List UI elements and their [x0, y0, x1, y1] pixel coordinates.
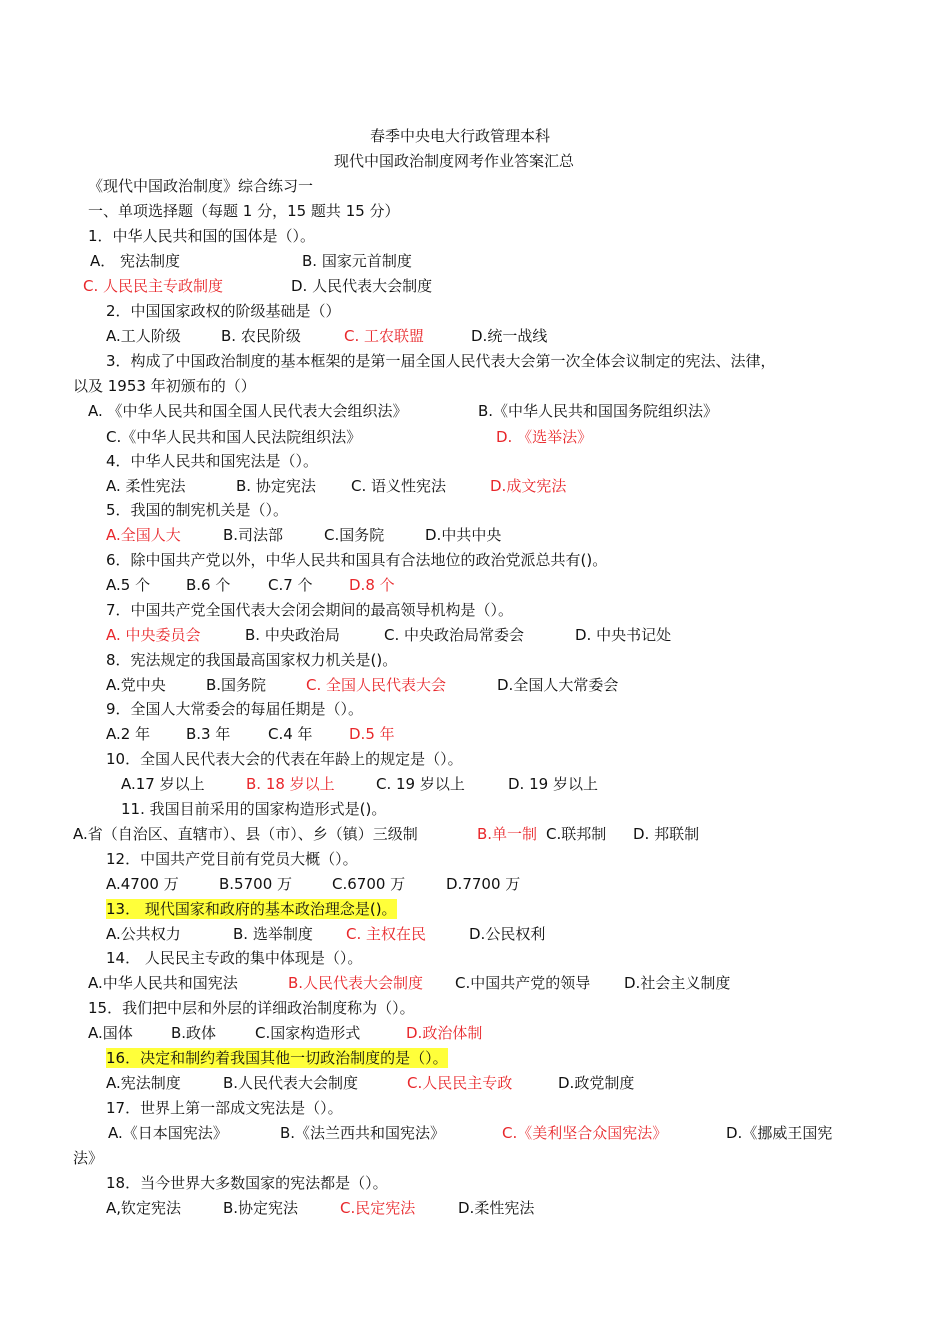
- q17-option-c-answer: C.《美利坚合众国宪法》: [502, 1124, 668, 1142]
- q10-option-d: D. 19 岁以上: [508, 775, 598, 793]
- q13-option-d: D.公民权利: [469, 925, 546, 943]
- doc-subtitle: 现代中国政治制度网考作业答案汇总: [334, 152, 575, 170]
- q8-option-c-answer: C. 全国人民代表大会: [306, 676, 447, 694]
- q15-option-b: B.政体: [171, 1024, 217, 1042]
- q12-option-a: A.4700 万: [106, 875, 179, 893]
- q6-option-c: C.7 个: [268, 576, 313, 594]
- q3-option-b: B.《中华人民共和国国务院组织法》: [478, 402, 719, 420]
- q13-option-a: A.公共权力: [106, 925, 181, 943]
- q2-option-a: A.工人阶级: [106, 327, 181, 345]
- q7-option-d: D. 中央书记处: [575, 626, 672, 644]
- question-9-stem: 9．全国人大常委会的每届任期是（）。: [106, 700, 364, 718]
- q15-option-a: A.国体: [88, 1024, 133, 1042]
- q12-option-c: C.6700 万: [332, 875, 406, 893]
- q5-option-d: D.中共中央: [425, 526, 502, 544]
- q14-option-d: D.社会主义制度: [624, 974, 731, 992]
- question-5-stem: 5．我国的制宪机关是（）。: [106, 501, 289, 519]
- q1-option-b: B. 国家元首制度: [302, 252, 412, 270]
- q4-option-a: A. 柔性宪法: [106, 477, 186, 495]
- q1-option-d: D. 人民代表大会制度: [291, 277, 433, 295]
- q10-option-c: C. 19 岁以上: [376, 775, 465, 793]
- question-1-stem: 1．中华人民共和国的国体是（）。: [88, 227, 316, 245]
- q8-option-b: B.国务院: [206, 676, 267, 694]
- q6-option-d-answer: D.8 个: [349, 576, 395, 594]
- q12-option-b: B.5700 万: [219, 875, 293, 893]
- q14-option-c: C.中国共产党的领导: [455, 974, 591, 992]
- q4-option-d-answer: D.成文宪法: [490, 477, 567, 495]
- question-10-stem: 10．全国人民代表大会的代表在年龄上的规定是（）。: [106, 750, 463, 768]
- q16-option-b: B.人民代表大会制度: [223, 1074, 359, 1092]
- q3-option-c: C.《中华人民共和国人民法院组织法》: [106, 428, 362, 446]
- q9-option-b: B.3 年: [186, 725, 231, 743]
- section-heading: 一、单项选择题（每题 1 分，15 题共 15 分）: [88, 202, 400, 220]
- q18-option-c-answer: C.民定宪法: [340, 1199, 416, 1217]
- q3-option-d-answer: D. 《选举法》: [496, 428, 593, 446]
- q7-option-c: C. 中央政治局常委会: [384, 626, 525, 644]
- q4-option-c: C. 语义性宪法: [351, 477, 447, 495]
- question-3-stem-cont: 以及 1953 年初颁布的（）: [73, 377, 256, 395]
- q1-option-a: A． 宪法制度: [90, 252, 181, 270]
- q5-option-a-answer: A.全国人大: [106, 526, 181, 544]
- q11-option-c: C.联邦制: [546, 825, 607, 843]
- q17-option-a: A.《日本国宪法》: [108, 1124, 228, 1142]
- q9-option-a: A.2 年: [106, 725, 151, 743]
- q17-option-d-cont: 法》: [73, 1149, 104, 1167]
- q11-option-d: D. 邦联制: [633, 825, 700, 843]
- q15-option-d-answer: D.政治体制: [406, 1024, 483, 1042]
- q1-option-c-answer: C. 人民民主专政制度: [83, 277, 224, 295]
- question-12-stem: 12．中国共产党目前有党员大概（）。: [106, 850, 358, 868]
- q8-option-d: D.全国人大常委会: [497, 676, 619, 694]
- q3-option-a: A. 《中华人民共和国全国人民代表大会组织法》: [88, 402, 408, 420]
- question-11-stem: 11. 我国目前采用的国家构造形式是()。: [121, 800, 387, 818]
- q16-option-d: D.政党制度: [558, 1074, 635, 1092]
- q7-option-b: B. 中央政治局: [245, 626, 340, 644]
- q11-option-b-answer: B.单一制: [477, 825, 538, 843]
- q17-option-d: D.《挪威王国宪: [726, 1124, 833, 1142]
- q4-option-b: B. 协定宪法: [236, 477, 316, 495]
- question-6-stem: 6．除中国共产党以外，中华人民共和国具有合法地位的政治党派总共有()。: [106, 551, 608, 569]
- question-15-stem: 15．我们把中层和外层的详细政治制度称为（）。: [88, 999, 415, 1017]
- q14-option-b-answer: B.人民代表大会制度: [288, 974, 424, 992]
- q13-option-b: B. 选举制度: [233, 925, 313, 943]
- q13-option-c-answer: C. 主权在民: [346, 925, 427, 943]
- question-7-stem: 7．中国共产党全国代表大会闭会期间的最高领导机构是（）。: [106, 601, 514, 619]
- q16-option-a: A.宪法制度: [106, 1074, 181, 1092]
- doc-title: 春季中央电大行政管理本科: [370, 127, 551, 145]
- q2-option-c-answer: C. 工农联盟: [344, 327, 425, 345]
- question-16-stem-highlighted: 16．决定和制约着我国其他一切政治制度的是（）。: [106, 1049, 448, 1067]
- question-8-stem: 8．宪法规定的我国最高国家权力机关是()。: [106, 651, 398, 669]
- q5-option-b: B.司法部: [223, 526, 284, 544]
- q12-option-d: D.7700 万: [446, 875, 521, 893]
- q6-option-a: A.5 个: [106, 576, 151, 594]
- q10-option-b-answer: B. 18 岁以上: [246, 775, 335, 793]
- question-18-stem: 18．当今世界大多数国家的宪法都是（）。: [106, 1174, 388, 1192]
- q7-option-a-answer: A. 中央委员会: [106, 626, 201, 644]
- question-17-stem: 17．世界上第一部成文宪法是（）。: [106, 1099, 343, 1117]
- question-13-stem-highlighted: 13． 现代国家和政府的基本政治理念是()。: [106, 900, 397, 918]
- q11-option-a: A.省（自治区、直辖市）、县（市）、乡（镇）三级制: [73, 825, 418, 843]
- q18-option-d: D.柔性宪法: [458, 1199, 535, 1217]
- q6-option-b: B.6 个: [186, 576, 231, 594]
- q9-option-d-answer: D.5 年: [349, 725, 395, 743]
- q16-option-c-answer: C.人民民主专政: [407, 1074, 513, 1092]
- question-3-stem: 3．构成了中国政治制度的基本框架的是第一届全国人民代表大会第一次全体会议制定的宪法、法律，: [106, 352, 776, 370]
- q15-option-c: C.国家构造形式: [255, 1024, 361, 1042]
- q17-option-b: B.《法兰西共和国宪法》: [280, 1124, 446, 1142]
- q9-option-c: C.4 年: [268, 725, 313, 743]
- q5-option-c: C.国务院: [324, 526, 385, 544]
- q18-option-a: A,钦定宪法: [106, 1199, 182, 1217]
- q2-option-d: D.统一战线: [471, 327, 548, 345]
- q2-option-b: B. 农民阶级: [221, 327, 301, 345]
- q10-option-a: A.17 岁以上: [121, 775, 205, 793]
- question-2-stem: 2．中国国家政权的阶级基础是（）: [106, 302, 341, 320]
- q18-option-b: B.协定宪法: [223, 1199, 299, 1217]
- q8-option-a: A.党中央: [106, 676, 166, 694]
- exercise-title: 《现代中国政治制度》综合练习一: [88, 177, 314, 195]
- question-14-stem: 14． 人民民主专政的集中体现是（）。: [106, 949, 363, 967]
- question-4-stem: 4．中华人民共和国宪法是（）。: [106, 452, 319, 470]
- q14-option-a: A.中华人民共和国宪法: [88, 974, 238, 992]
